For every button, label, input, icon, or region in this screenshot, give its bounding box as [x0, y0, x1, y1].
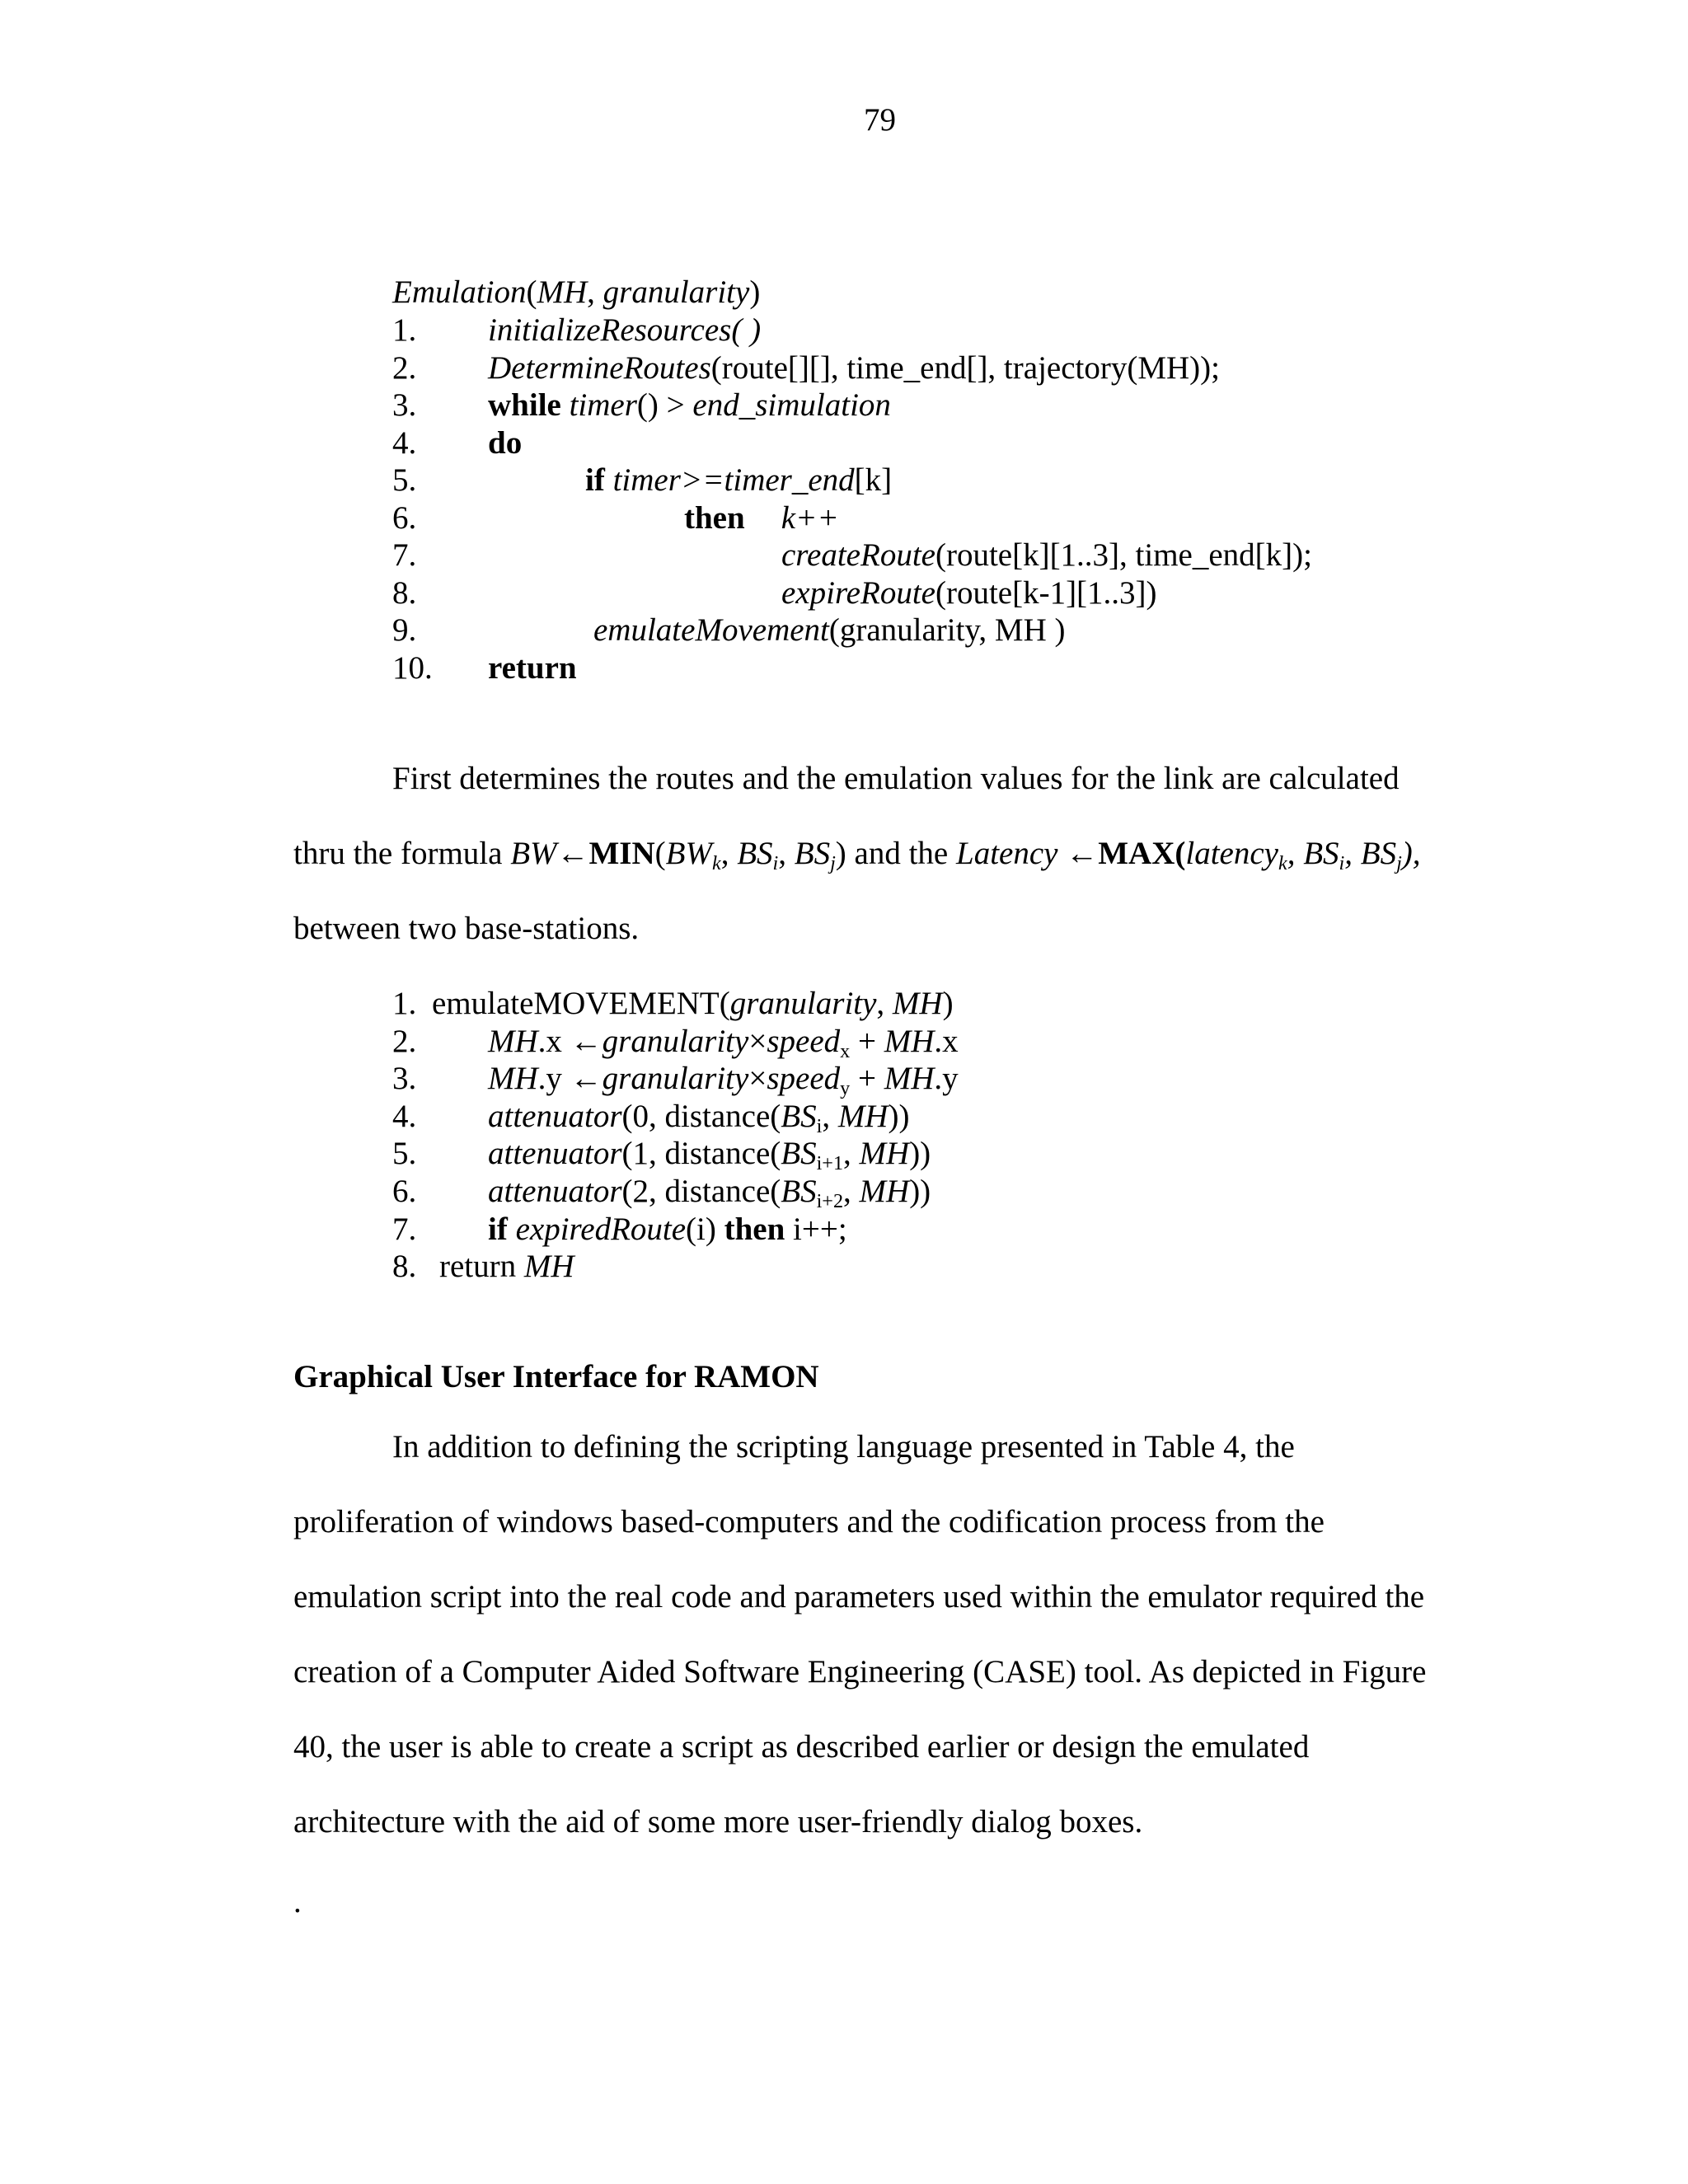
p1-arrow1: ←	[556, 836, 589, 871]
code-token: then	[724, 1211, 785, 1247]
code-token: attenuator	[488, 1136, 622, 1172]
code-token: end_simulation	[692, 387, 891, 423]
line-number: 3.	[392, 1061, 417, 1097]
code-token: granularity	[602, 1023, 749, 1059]
p1-arrow2: ←	[1057, 836, 1099, 871]
code-token: expiredRoute	[507, 1211, 687, 1247]
code-token: MH	[884, 1023, 935, 1059]
paragraph2-line: 40, the user is able to create a script as described earlier or design the emulated	[293, 1729, 1310, 1765]
line-number: 6.	[392, 499, 417, 536]
p1-open: (	[654, 836, 666, 871]
p1-end: ),	[1401, 836, 1421, 871]
code-line	[488, 349, 1220, 386]
p1-c3: , BS	[1287, 836, 1339, 871]
code-token: ))	[909, 1174, 931, 1209]
p1-latency: Latency	[956, 836, 1058, 871]
code-line	[585, 464, 892, 496]
line-number: 6.	[392, 1174, 417, 1209]
code-token: +	[850, 1023, 884, 1059]
code-token: ,	[843, 1136, 860, 1172]
code-token: (granularity, MH )	[828, 612, 1066, 648]
p1-latk: latency	[1185, 836, 1278, 871]
line-number: 3.	[392, 387, 417, 423]
p1-sub-j: j	[830, 851, 836, 874]
code-token: then	[684, 499, 745, 536]
line-number: 5.	[392, 1136, 417, 1172]
code-token: k++	[781, 499, 839, 536]
p1-bsj: BS	[794, 836, 831, 871]
code-token: if	[488, 1211, 508, 1247]
code-line	[488, 1023, 959, 1062]
code-token: i+1	[816, 1152, 844, 1175]
line-number: 7.	[392, 537, 417, 573]
code-line	[488, 1098, 910, 1137]
paragraph1-line3: between two base-stations.	[293, 911, 640, 946]
paragraph2-line: architecture with the aid of some more user-friendly dialog boxes.	[293, 1804, 1143, 1840]
code-line	[684, 499, 839, 536]
code-token: (route[k-1][1..3])	[935, 574, 1157, 611]
code-line	[488, 649, 577, 686]
code-token: (0, distance(	[621, 1098, 781, 1134]
code-token: ,	[876, 986, 893, 1021]
code-line	[488, 1174, 931, 1212]
code-line	[432, 987, 954, 1019]
code-token: granularity	[602, 1061, 749, 1097]
code-line	[488, 314, 761, 346]
alg1-fn-name: Emulation	[392, 274, 527, 310]
code-token: emulateMOVEMENT(	[432, 986, 730, 1021]
code-token: granularity	[729, 986, 877, 1021]
p1-text-a: thru the formula	[293, 836, 511, 871]
line-number: 1.	[392, 312, 417, 348]
code-token: i+2	[816, 1189, 844, 1212]
code-token: expireRoute	[781, 574, 935, 611]
code-token: speed	[767, 1061, 841, 1097]
code-token: return	[439, 1249, 524, 1285]
code-token: ))	[888, 1098, 910, 1134]
line-number: 4.	[392, 424, 417, 461]
alg1-paren-close: )	[749, 274, 761, 310]
code-token: +	[850, 1061, 884, 1097]
code-token: ,	[843, 1174, 860, 1209]
code-token: (route[k][1..3], time_end[k]);	[935, 537, 1312, 573]
code-token: return	[488, 649, 577, 686]
code-token: MH	[859, 1136, 910, 1172]
code-token: [k]	[854, 462, 893, 498]
code-token: while	[488, 387, 561, 423]
code-token: y	[840, 1076, 851, 1099]
trailing-mark: .	[293, 1884, 302, 1919]
paragraph1-line1: First determines the routes and the emulation values for the link are calculated	[392, 761, 1400, 796]
code-token: )	[942, 986, 954, 1021]
code-token: MH	[523, 1249, 574, 1285]
p1-sub-k: k	[711, 851, 721, 874]
code-token: MH	[859, 1174, 910, 1209]
code-line	[593, 614, 1066, 646]
code-token: MH	[488, 1061, 538, 1097]
line-number: 1.	[392, 986, 417, 1021]
p1-c2: ,	[778, 836, 795, 871]
p1-close: ) and the	[835, 836, 956, 871]
code-line	[488, 1136, 931, 1175]
code-token: attenuator	[488, 1174, 622, 1209]
p1-bw: BW	[510, 836, 557, 871]
line-number: 2.	[392, 349, 417, 386]
p1-sub-k2: k	[1278, 851, 1287, 874]
code-token: createRoute	[781, 537, 935, 573]
code-token: MH	[884, 1061, 935, 1097]
code-line	[488, 389, 891, 421]
code-line	[488, 1213, 847, 1245]
code-token: .y ←	[537, 1061, 603, 1097]
paragraph1-line2	[293, 836, 1421, 874]
code-token: timer	[560, 387, 637, 423]
code-token: (2, distance(	[621, 1174, 781, 1209]
code-token: .x	[934, 1023, 959, 1059]
code-token: (route[][], time_end[], trajectory(MH));	[710, 349, 1220, 386]
line-number: 9.	[392, 612, 417, 648]
code-token: MH	[837, 1098, 889, 1134]
code-line	[488, 1061, 959, 1099]
code-token: (1, distance(	[621, 1136, 781, 1172]
line-number: 8.	[392, 574, 417, 611]
code-token: .x ←	[537, 1023, 603, 1059]
code-token: i++;	[785, 1211, 847, 1247]
p1-min: MIN	[588, 836, 655, 871]
code-token: initializeResources	[488, 312, 732, 348]
code-token: x	[840, 1039, 851, 1062]
code-token: if	[585, 462, 605, 498]
code-token: .y	[934, 1061, 959, 1097]
code-token: timer>=timer_end	[604, 462, 855, 498]
alg1-sep: ,	[587, 274, 603, 310]
code-token: DetermineRoutes	[488, 349, 711, 386]
code-token: BS	[781, 1098, 817, 1134]
code-token: ×	[748, 1061, 767, 1097]
alg1-paren: (	[526, 274, 537, 310]
line-number: 8.	[392, 1249, 417, 1285]
line-number: 2.	[392, 1023, 417, 1059]
line-number: 7.	[392, 1211, 417, 1247]
code-token: i	[816, 1114, 823, 1137]
code-token: MH	[892, 986, 943, 1021]
alg1-arg2: granularity	[603, 274, 750, 310]
code-token: (i)	[686, 1211, 724, 1247]
code-line	[781, 539, 1312, 571]
code-token: ×	[748, 1023, 767, 1059]
p1-sub-j2: j	[1396, 851, 1402, 874]
p1-c1: ,	[720, 836, 738, 871]
alg1-arg1: MH	[537, 274, 588, 310]
code-token: ( )	[731, 312, 762, 348]
page-number: 79	[864, 102, 896, 138]
code-token: BS	[781, 1136, 817, 1172]
code-line	[781, 574, 1157, 611]
code-token: speed	[767, 1023, 841, 1059]
line-number: 10.	[392, 649, 433, 686]
code-token: attenuator	[488, 1098, 622, 1134]
code-token: () >	[636, 387, 693, 423]
p1-c4: , BS	[1344, 836, 1397, 871]
p1-bwk: BW	[665, 836, 712, 871]
code-token: BS	[781, 1174, 817, 1209]
code-token: MH	[488, 1023, 538, 1059]
p1-max: MAX(	[1098, 836, 1186, 871]
p1-sub-i: i	[772, 851, 779, 874]
paragraph2-line: creation of a Computer Aided Software Engineering (CASE) tool. As depicted in Figure	[293, 1654, 1427, 1690]
algorithm1-header	[392, 276, 760, 308]
code-line	[488, 424, 523, 461]
p1-sub-i2: i	[1339, 851, 1345, 874]
code-token: ,	[822, 1098, 838, 1134]
paragraph2-line: emulation script into the real code and parameters used within the emulator required the	[293, 1579, 1425, 1615]
paragraph2-line: In addition to defining the scripting language presented in Table 4, the	[392, 1429, 1295, 1465]
section-heading: Graphical User Interface for RAMON	[293, 1359, 819, 1394]
paragraph2-line: proliferation of windows based-computers and the codification process from the	[293, 1504, 1325, 1540]
code-token: ))	[909, 1136, 931, 1172]
p1-bsi: BS	[737, 836, 773, 871]
line-number: 4.	[392, 1098, 417, 1134]
code-token: do	[488, 424, 523, 461]
code-token: emulateMovement	[593, 612, 829, 648]
line-number: 5.	[392, 462, 417, 498]
code-line	[439, 1249, 574, 1285]
